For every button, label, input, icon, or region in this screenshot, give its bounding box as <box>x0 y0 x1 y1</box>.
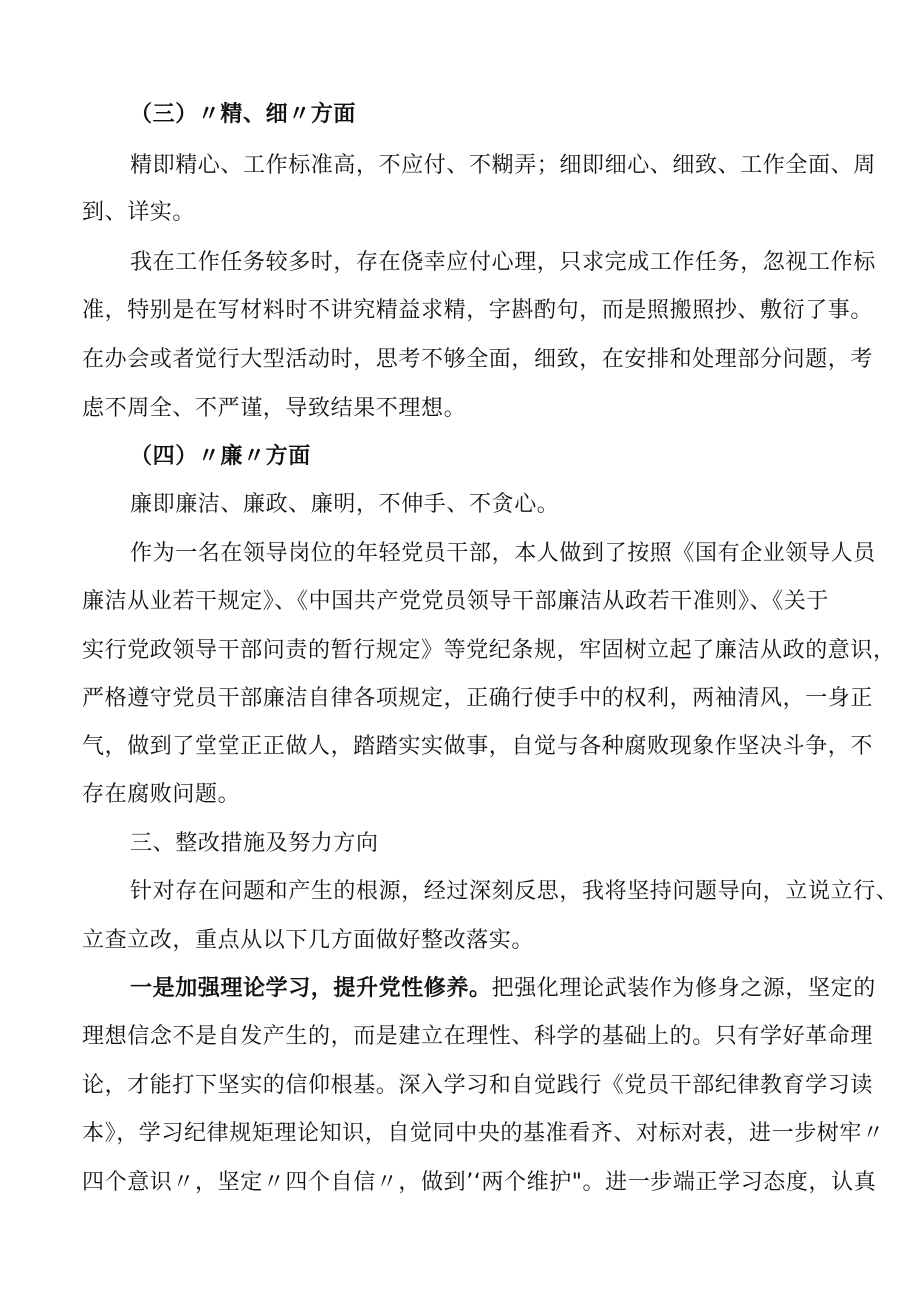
section-heading-jing-xi: （三）〃精、细〃方面 <box>130 102 357 127</box>
point-one-text: 把强化理论武装作为修身之源，坚定的 <box>491 976 876 1001</box>
paragraph-line: 针对存在问题和产生的根源，经过深刻反思，我将坚持问题导向，立说立行、 <box>130 879 899 904</box>
paragraph-line: 作为一名在领导岗位的年轻党员干部，本人做到了按照《国有企业领导人员 <box>130 541 876 566</box>
paragraph-line: 我在工作任务较多时，存在侥幸应付心理，只求完成工作任务，忽视工作标 <box>130 250 876 275</box>
paragraph-line: 廉即廉洁、廉政、廉明，不伸手、不贪心。 <box>130 492 560 517</box>
paragraph-line: 本》，学习纪律规矩理论知识，自觉同中央的基准看齐、对标对表，进一步树牢〃 <box>82 1121 885 1146</box>
paragraph-line: 严格遵守党员干部廉洁自律各项规定，正确行使手中的权利，两袖清风，一身正 <box>82 686 874 711</box>
paragraph-line-with-lead <box>130 974 876 1004</box>
paragraph-line: 立查立改，重点从以下几方面做好整改落实。 <box>82 928 535 953</box>
paragraph-line: 准，特别是在写材料时不讲究精益求精，字斟酌句，而是照搬照抄、敷衍了事。 <box>82 298 874 323</box>
paragraph-line: 论，才能打下坚实的信仰根基。深入学习和自觉践行《党员干部纪律教育学习读 <box>82 1073 874 1098</box>
section-heading-measures: 三、整改措施及努力方向 <box>130 831 379 856</box>
section-heading-lian: （四）〃廉〃方面 <box>130 444 311 469</box>
paragraph-line: 存在腐败问题。 <box>82 782 241 807</box>
paragraph-line: 精即精心、工作标准高，不应付、不糊弄；细即细心、细致、工作全面、周 <box>130 153 876 178</box>
paragraph-line: 四个意识〃，坚定〃四个自信〃，做到’‘两个维护"。进一步端正学习态度，认真 <box>82 1170 877 1195</box>
paragraph-line: 实行党政领导干部问责的暂行规定》等党纪条规，牢固树立起了廉洁从政的意识， <box>82 638 896 663</box>
paragraph-line: 廉洁从业若干规定》、《中国共产党党员领导干部廉洁从政若干准则》、《关于 <box>82 589 830 614</box>
paragraph-line: 理想信念不是自发产生的，而是建立在理性、科学的基础上的。只有学好革命理 <box>82 1024 874 1049</box>
paragraph-line: 到、详实。 <box>82 200 196 225</box>
paragraph-line: 在办会或者觉行大型活动时，思考不够全面，细致，在安排和处理部分问题，考 <box>82 347 874 372</box>
paragraph-line: 气，做到了堂堂正正做人，踏踏实实做事，自觉与各种腐败现象作坚决斗争，不 <box>82 734 874 759</box>
paragraph-line: 虑不周全、不严谨，导致结果不理想。 <box>82 396 467 421</box>
point-one-heading: 一是加强理论学习，提升党性修养。 <box>130 976 492 1001</box>
